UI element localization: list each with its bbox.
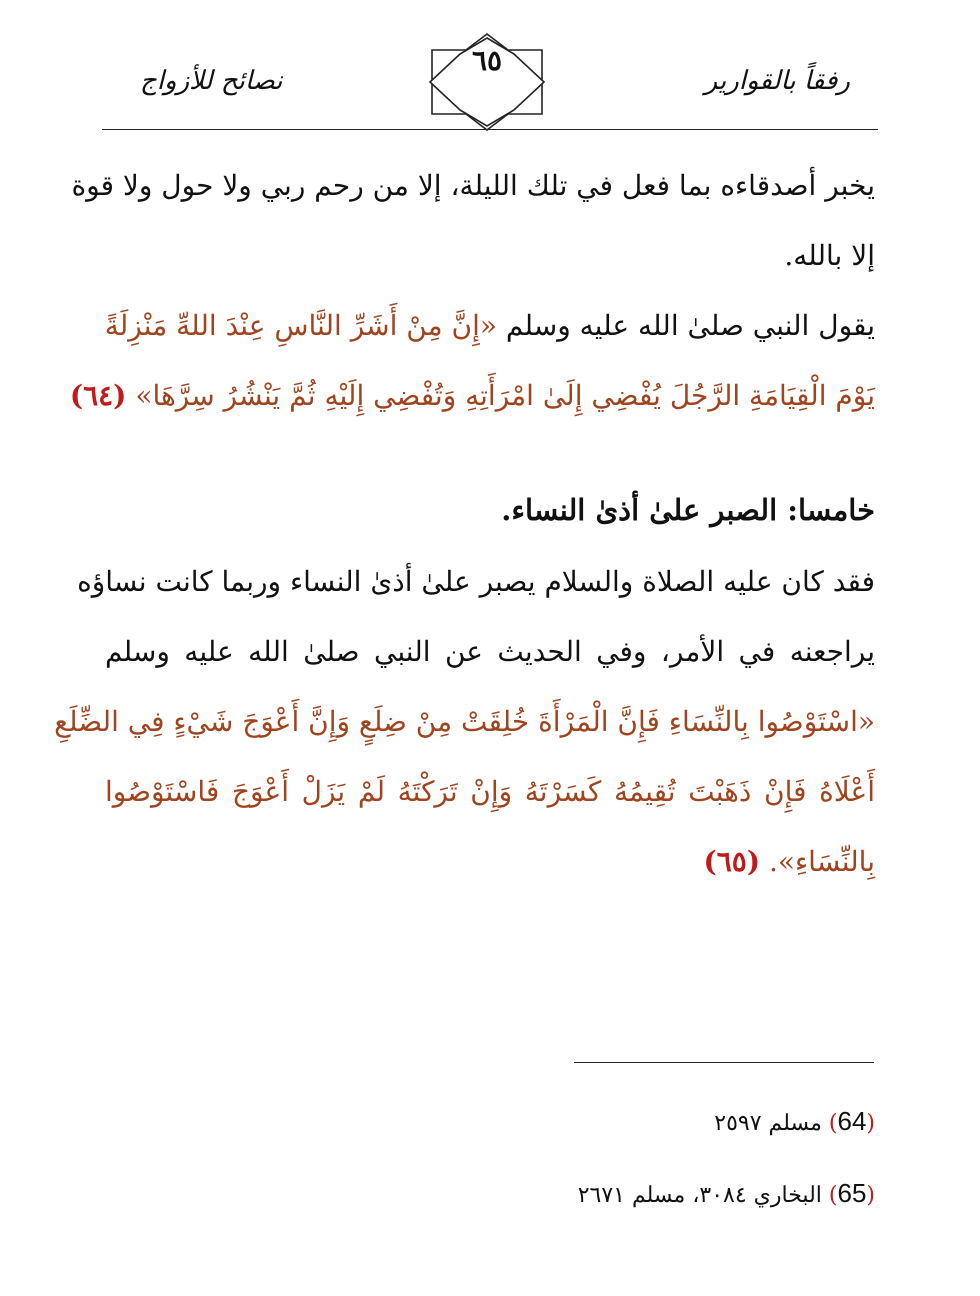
section-heading: خامسا: الصبر علىٰ أذىٰ النساء. <box>501 493 875 527</box>
body-line-3-intro: يقول النبي صلىٰ الله عليه وسلم <box>496 309 875 342</box>
hadith-quote-1-part-2: يَوْمَ الْقِيَامَةِ الرَّجُلَ يُفْضِي إِلَىٰ امْرَأَتِهِ وَتُفْضِي إِلَيْهِ ثُمَّ يَنْشُرُ سِرَّهَا» <box>135 379 875 412</box>
hadith-quote-2-part-2: أَعْلَاهُ فَإِنْ ذَهَبْتَ تُقِيمُهُ كَسَرْتَهُ وَإِنْ تَرَكْتَهُ لَمْ يَزَلْ أَعْوَجَ فَاسْتَوْصُوا <box>105 775 875 808</box>
body-line-6: يراجعنه في الأمر، وفي الحديث عن النبي صلىٰ الله عليه وسلم <box>105 635 875 668</box>
footnote-ref-64: (٦٤) <box>69 379 127 412</box>
footnote-64-text: مسلم ٢٥٩٧ <box>714 1111 822 1136</box>
running-title-left: نصائح للأزواج <box>140 66 283 96</box>
hadith-quote-2-part-1: «اسْتَوْصُوا بِالنِّسَاءِ فَإِنَّ الْمَرْأَةَ خُلِقَتْ مِنْ ضِلَعٍ وَإِنَّ أَعْوَجَ شَيْءٍ فِي الضِّلَعِ <box>54 705 875 738</box>
page-number: ٦٥ <box>471 44 503 77</box>
running-title-right: رفقاً بالقوارير <box>704 66 850 96</box>
footnote-divider <box>574 1062 874 1063</box>
body-line-1: يخبر أصدقاءه بما فعل في تلك الليلة، إلا من رحم ربي ولا حول ولا قوة <box>71 169 875 202</box>
header-divider <box>102 129 878 130</box>
body-line-5: فقد كان عليه الصلاة والسلام يصبر علىٰ أذىٰ النساء وربما كانت نساؤه <box>77 565 875 598</box>
hadith-quote-1-part-1: «إِنَّ مِنْ أَشَرِّ النَّاسِ عِنْدَ اللهِّ مَنْزِلَةً <box>104 309 497 342</box>
body-line-3 <box>105 306 875 346</box>
body-line-4 <box>69 376 875 416</box>
body-line-2: إلا بالله. <box>784 239 875 272</box>
footnote-ref-65: (٦٥) <box>703 845 761 878</box>
footnote-65-number: 65 <box>837 1178 867 1208</box>
footnote-65: (65) البخاري ٣٠٨٤، مسلم ٢٦٧١ <box>577 1178 875 1208</box>
footnote-65-text: البخاري ٣٠٨٤، مسلم ٢٦٧١ <box>577 1183 822 1208</box>
footnote-64: (64) مسلم ٢٥٩٧ <box>714 1106 875 1136</box>
hadith-quote-2-part-3: بِالنِّسَاءِ». <box>768 845 875 878</box>
footnote-64-number: 64 <box>837 1106 867 1136</box>
body-line-9 <box>105 842 875 882</box>
